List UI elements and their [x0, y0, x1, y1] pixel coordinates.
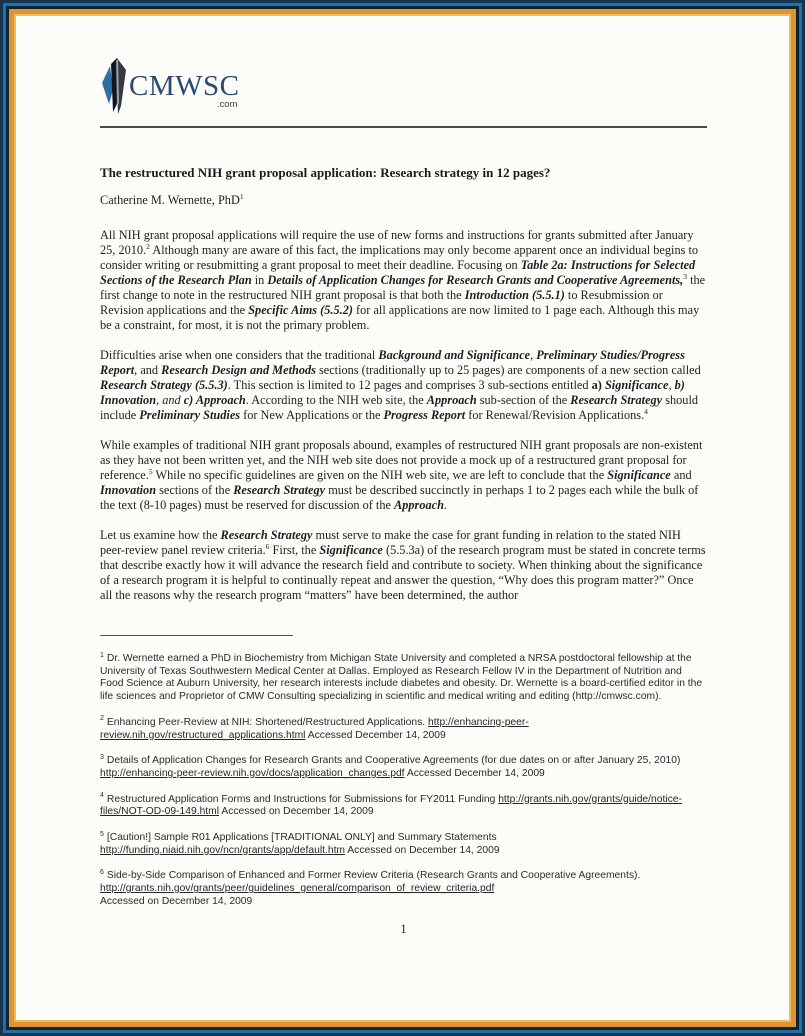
footnote-link[interactable]: http://enhancing-peer-review.nih.gov/docs/application_changes.pdf — [100, 767, 405, 779]
footnote-number: 5 — [100, 830, 104, 838]
footnote-link[interactable]: http://grants.nih.gov/grants/peer/guidelines_general/comparison_of_review_criteria.pdf — [100, 883, 495, 895]
paragraph — [100, 438, 707, 513]
text-segment: Approach — [426, 393, 477, 407]
paragraph — [100, 348, 707, 423]
footnote-ref: 6 — [265, 541, 270, 551]
frame-gold-band — [14, 14, 791, 1022]
text-segment: Significance — [319, 543, 383, 557]
footnote-number: 6 — [100, 869, 104, 877]
text-segment: the first change to note in the restructured NIH grant proposal is that both the — [100, 273, 706, 302]
footnote-ref: 4 — [644, 406, 648, 416]
text-segment: c) Approach — [183, 393, 246, 407]
text-segment: . According to the NIH web site, the — [245, 393, 427, 407]
text-segment: Accessed on December 14, 2009 — [100, 895, 253, 907]
text-segment: Accessed on December 14, 2009 — [219, 806, 374, 818]
text-segment: Table 2a: Instructions for Selected Sections of the Research Plan — [100, 258, 696, 287]
text-segment: , — [668, 378, 675, 392]
header-rule — [100, 126, 707, 128]
text-segment: sections of the — [156, 483, 234, 497]
footnote-ref: 5 — [148, 466, 153, 476]
text-segment: Introduction (5.5.1) — [464, 288, 565, 302]
footnote-text — [100, 653, 702, 702]
text-segment: Research Design and Methods — [161, 363, 316, 377]
text-segment: for all applications are now limited to 1 page each. Although this may be a constraint, for most, it is not the primary problem. — [100, 303, 700, 332]
author-footnote-ref: 1 — [239, 191, 244, 201]
footnote-link[interactable]: http://enhancing-peer-review.nih.gov/restructured_applications.html — [100, 716, 529, 741]
text-segment: Accessed December 14, 2009 — [305, 729, 446, 741]
text-segment: Background and Significance — [378, 348, 531, 362]
text-segment: . — [443, 498, 447, 512]
text-segment: and — [670, 468, 692, 482]
footnote-ref: 3 — [683, 271, 688, 281]
text-segment: Although many are aware of this fact, the implications may only become apparent once an individual begins to consider writing or resubmitting a grant proposal to meet their deadline. Focusing on — [100, 243, 699, 272]
text-segment: Side-by-Side Comparison of Enhanced and Former Review Criteria (Research Grants and Cooperative Agreements). — [106, 870, 641, 882]
footnote-number: 3 — [100, 753, 104, 761]
text-segment: to Resubmission or Revision applications and the — [100, 288, 663, 317]
text-segment: Dr. Wernette earned a PhD in Biochemistry from Michigan State University and completed a NRSA postdoctoral fellowship at the University of Texas Southwestern Medical Center at Dallas. Employed as Research Fellow IV in the Department of Nutrition and Food Science at Auburn University, her research interests include diabetes and obesity. Dr. Wernette is a board-certified editor in the life sciences and Proprietor of CMW Consulting specializing in scientific and medical writing and editing (http://cmwsc.com). — [100, 653, 703, 703]
text-segment: b) Innovation — [100, 378, 685, 407]
text-segment: for New Applications or the — [240, 408, 384, 422]
text-segment: sections (traditionally up to 25 pages) are components of a new section called — [315, 363, 701, 377]
text-segment: in — [251, 273, 268, 287]
footnote-number: 4 — [100, 792, 104, 800]
text-segment: Preliminary Studies/Progress Report — [100, 348, 685, 377]
article-author — [100, 193, 707, 208]
paragraph — [100, 528, 707, 603]
text-segment: . This section is limited to 12 pages and comprises 3 sub-sections entitled — [227, 378, 592, 392]
footnote-text — [100, 717, 529, 741]
text-segment: , and — [156, 393, 184, 407]
frame-blue-band — [3, 3, 802, 1033]
text-segment: Research Strategy (5.5.3) — [100, 378, 228, 392]
text-segment: Preliminary Studies — [139, 408, 241, 422]
cmwsc-logo-name: CMWSC — [129, 70, 240, 102]
article-title: The restructured NIH grant proposal application: Research strategy in 12 pages? — [100, 165, 551, 180]
cmwsc-logo-text — [129, 72, 239, 110]
document-page — [16, 16, 789, 1020]
text-segment: First, the — [269, 543, 320, 557]
frame-navy-inner — [6, 6, 799, 1030]
footnote-ref: 2 — [146, 241, 150, 251]
frame-orange-band — [9, 9, 796, 1027]
text-segment: Innovation — [100, 483, 157, 497]
text-segment: for Renewal/Revision Applications. — [465, 408, 645, 422]
page-number: 1 — [400, 921, 407, 936]
footnote — [100, 717, 707, 742]
text-segment: Progress Report — [383, 408, 466, 422]
text-segment: , — [530, 348, 537, 362]
footnotes-section — [100, 653, 707, 909]
author-name: Catherine M. Wernette, PhD — [100, 193, 240, 207]
cmwsc-logo-icon — [100, 58, 132, 116]
text-segment: sub-section of the — [476, 393, 571, 407]
text-segment: Research Strategy — [570, 393, 663, 407]
footnote-text — [100, 832, 500, 856]
footnote-text — [100, 870, 640, 906]
text-segment: While examples of traditional NIH grant proposals abound, examples of restructured NIH grant proposals are non-existent as they have not been written yet, and the NIH web site does not provide a mock up of a restructured grant proposal for reference. — [100, 438, 703, 482]
text-segment: (5.5.3a) of the research program must be stated in concrete terms that describe exactly how it will advance the research field and contribute to society. When thinking about the significance of a research program it is helpful to continually repeat and answer the question, “Why does this program matter?” Once all the reasons why the research program “matters” have been determined, the author — [100, 543, 706, 602]
text-segment: All NIH grant proposal applications will require the use of new forms and instructions for grants submitted after January 25, 2010. — [100, 228, 694, 257]
footnote-link[interactable]: http://funding.niaid.nih.gov/ncn/grants/app/default.htm — [100, 844, 346, 856]
footnote-link[interactable]: http://grants.nih.gov/grants/guide/notice-files/NOT-OD-09-149.html — [100, 793, 682, 818]
footnote-number: 1 — [100, 651, 104, 659]
text-segment: Restructured Application Forms and Instructions for Submissions for FY2011 Funding — [106, 793, 499, 805]
text-segment: [Caution!] Sample R01 Applications [TRADITIONAL ONLY] and Summary Statements — [106, 832, 497, 844]
text-segment: should include — [100, 393, 699, 422]
text-segment: Research Strategy — [220, 528, 313, 542]
footnote-text — [100, 755, 680, 779]
text-segment: Accessed on December 14, 2009 — [345, 844, 500, 856]
cmwsc-logo — [100, 58, 707, 120]
text-segment: Approach — [394, 498, 444, 512]
text-segment: , and — [134, 363, 162, 377]
text-segment: Details of Application Changes for Research Grants and Cooperative Agreements, — [267, 273, 684, 287]
footnote — [100, 870, 707, 908]
paragraph — [100, 228, 707, 333]
text-segment: must be described succinctly in perhaps 1 to 2 pages each while the bulk of the text (8-10 pages) must be reserved for discussion of the — [100, 483, 699, 512]
text-segment: Enhancing Peer-Review at NIH: Shortened/Restructured Applications. — [106, 716, 428, 728]
footnote — [100, 755, 707, 780]
footnote — [100, 653, 707, 704]
footnote-number: 2 — [100, 715, 104, 723]
text-segment: Details of Application Changes for Research Grants and Cooperative Agreements (for due dates on or after January 25, 2010) — [106, 755, 681, 767]
text-segment: must serve to make the case for grant funding in relation to the stated NIH peer-review panel review criteria. — [100, 528, 681, 557]
text-segment: Difficulties arise when one considers that the traditional — [100, 348, 379, 362]
body-paragraphs — [100, 228, 707, 603]
cmwsc-logo-suffix: .com — [216, 99, 238, 110]
footnote — [100, 794, 707, 819]
text-segment: Significance — [604, 378, 669, 392]
footnote-text — [100, 794, 682, 818]
text-segment: a) — [591, 378, 605, 392]
text-segment: Specific Aims (5.5.2) — [248, 303, 353, 317]
text-segment: Let us examine how the — [100, 528, 221, 542]
footnote-separator — [100, 635, 293, 636]
footnote — [100, 832, 707, 857]
text-segment: While no specific guidelines are given on the NIH web site, we are left to conclude that the — [152, 468, 608, 482]
text-segment: Accessed December 14, 2009 — [404, 767, 545, 779]
text-segment: Research Strategy — [233, 483, 326, 497]
text-segment: Significance — [607, 468, 671, 482]
